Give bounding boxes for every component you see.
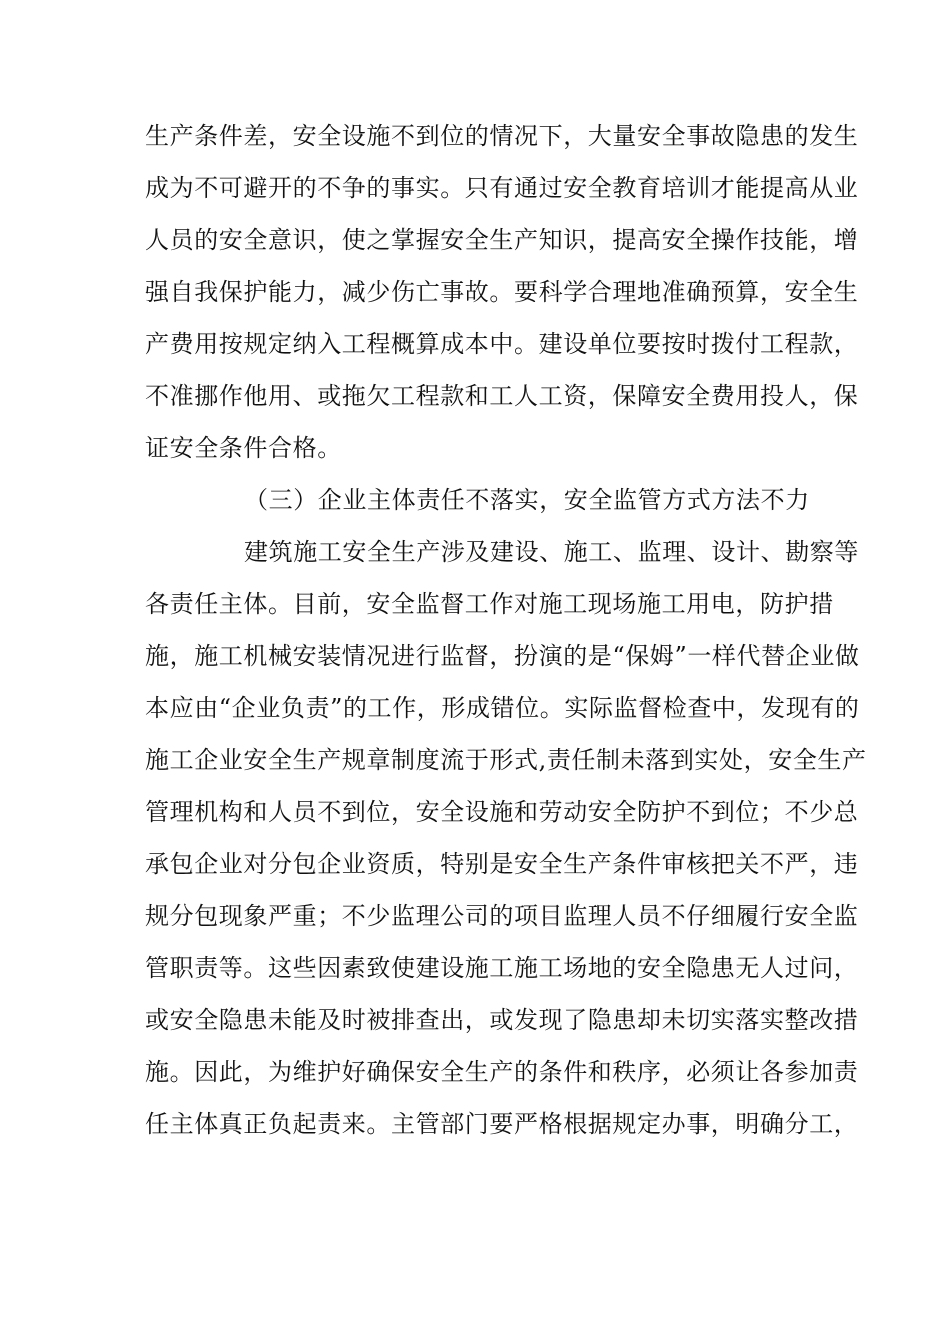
- paragraph-2-line-9: 管职责等。这些因素致使建设施工施工场地的安全隐患无人过问，: [145, 954, 859, 982]
- paragraph-2-line-10: 或安全隐患未能及时被排查出，或发现了隐患却未切实落实整改措: [145, 1006, 859, 1034]
- paragraph-1-line-1: 生产条件差，安全设施不到位的情况下，大量安全事故隐患的发生: [145, 122, 859, 150]
- paragraph-1-line-2: 成为不可避开的不争的事实。只有通过安全教育培训才能提高从业: [145, 174, 859, 202]
- paragraph-2-line-4: 本应由“企业负责”的工作，形成错位。实际监督检查中，发现有的: [145, 694, 860, 722]
- paragraph-1-line-7: 证安全条件合格。: [145, 434, 342, 462]
- paragraph-2-line-7: 承包企业对分包企业资质，特别是安全生产条件审核把关不严，违: [145, 850, 859, 878]
- paragraph-1-line-6: 不准挪作他用、或拖欠工程款和工人工资，保障安全费用投人，保: [145, 382, 859, 410]
- paragraph-2-line-2: 各责任主体。目前，安全监督工作对施工现场施工用电，防护措: [145, 590, 834, 618]
- section-heading: （三）企业主体责任不落实，安全监管方式方法不力: [244, 486, 810, 514]
- paragraph-2-line-11: 施。因此，为维护好确保安全生产的条件和秩序，必须让各参加责: [145, 1058, 859, 1086]
- paragraph-2-line-1: 建筑施工安全生产涉及建设、施工、监理、设计、勘察等: [244, 538, 859, 566]
- paragraph-1-line-5: 产费用按规定纳入工程概算成本中。建设单位要按时拨付工程款，: [145, 330, 859, 358]
- paragraph-2-line-5: 施工企业安全生产规章制度流于形式,责任制未落到实处，安全生产: [145, 746, 867, 774]
- paragraph-2-line-6: 管理机构和人员不到位，安全设施和劳动安全防护不到位；不少总: [145, 798, 859, 826]
- paragraph-1-line-4: 强自我保护能力，减少伤亡事故。要科学合理地准确预算，安全生: [145, 278, 859, 306]
- paragraph-2-line-12: 任主体真正负起责来。主管部门要严格根据规定办事，明确分工，: [145, 1110, 859, 1138]
- paragraph-1-line-3: 人员的安全意识，使之掌握安全生产知识，提高安全操作技能，增: [145, 226, 859, 254]
- paragraph-2-line-8: 规分包现象严重；不少监理公司的项目监理人员不仔细履行安全监: [145, 902, 859, 930]
- paragraph-2-line-3: 施，施工机械安装情况进行监督，扮演的是“保姆”一样代替企业做: [145, 642, 860, 670]
